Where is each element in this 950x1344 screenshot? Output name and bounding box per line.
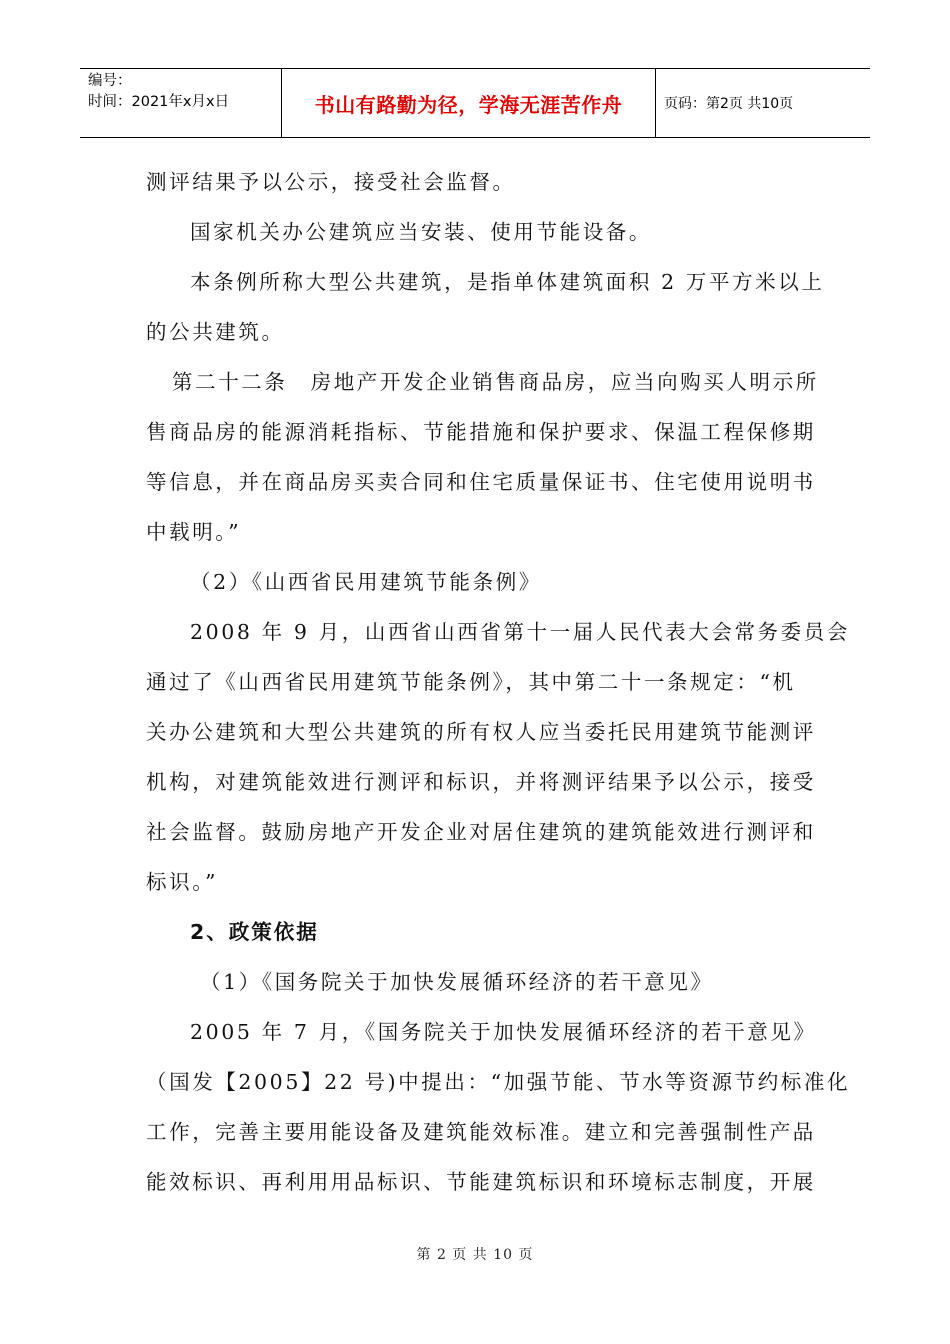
document-number: 编号： [88,73,132,89]
body-line: 的公共建筑。 [146,320,285,344]
body-line: 等信息，并在商品房买卖合同和住宅质量保证书、住宅使用说明书 [146,470,816,494]
body-line: 中载明。” [146,520,242,544]
subsection-title: （2）《山西省民用建筑节能条例》 [190,570,542,594]
body-line: 能效标识、再利用用品标识、节能建筑标识和环境标志制度，开展 [146,1170,816,1194]
header-page-info: 页码：第2页 共10页 [664,96,794,112]
body-line: 社会监督。鼓励房地产开发企业对居住建筑的建筑能效进行测评和 [146,820,816,844]
body-line: 国家机关办公建筑应当安装、使用节能设备。 [190,220,652,244]
article-22-line: 第二十二条 房地产开发企业销售商品房，应当向购买人明示所 [172,370,819,394]
document-body [146,157,851,1207]
page-footer: 第 2 页 共 10 页 [416,1247,534,1263]
body-line: 通过了《山西省民用建筑节能条例》，其中第二十一条规定：“机 [146,670,796,694]
body-line: 2008 年 9 月，山西省山西省第十一届人民代表大会常务委员会 [190,620,850,644]
document-date: 时间：2021年x月x日 [88,94,230,110]
body-line: 机构，对建筑能效进行测评和标识，并将测评结果予以公示，接受 [146,770,816,794]
body-line: 工作，完善主要用能设备及建筑能效标准。建立和完善强制性产品 [146,1120,816,1144]
body-line: 2005 年 7 月，《国务院关于加快发展循环经济的若干意见》 [190,1020,817,1044]
header-meta [80,69,282,137]
body-line: （国发【2005】22 号)中提出：“加强节能、节水等资源节约标准化 [146,1070,851,1094]
subsection-title: （1）《国务院关于加快发展循环经济的若干意见》 [200,970,714,994]
header-motto: 书山有路勤为径，学海无涯苦作舟 [282,69,656,137]
body-line: 测评结果予以公示，接受社会监督。 [146,170,516,194]
body-line: 本条例所称大型公共建筑，是指单体建筑面积 2 万平方米以上 [190,270,825,294]
body-line: 关办公建筑和大型公共建筑的所有权人应当委托民用建筑节能测评 [146,720,816,744]
page-header [80,68,870,138]
body-line: 标识。” [146,870,219,894]
body-line: 售商品房的能源消耗指标、节能措施和保护要求、保温工程保修期 [146,420,816,444]
section-heading: 2、政策依据 [190,920,319,944]
